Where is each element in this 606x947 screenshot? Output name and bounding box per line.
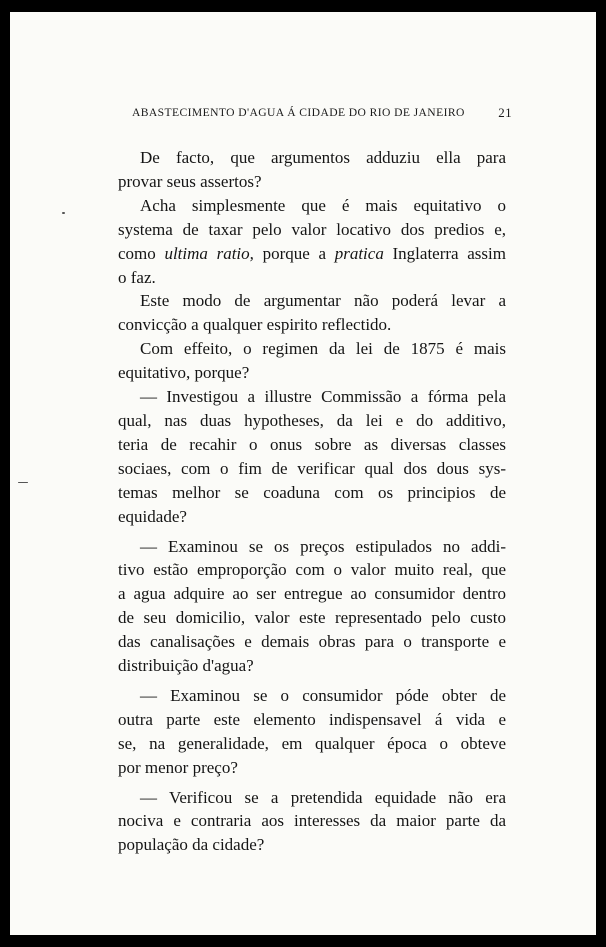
- text-line: — Examinou se o consumidor póde obter de: [140, 685, 506, 705]
- text-line: população da cidade?: [118, 835, 265, 855]
- text-line: nociva e contraria aos interesses da maior parte da: [118, 811, 506, 831]
- print-speck: [62, 212, 65, 214]
- text-line: das canalisações e demais obras para o transporte e: [118, 632, 506, 652]
- text-line: o faz.: [118, 267, 156, 287]
- text-line: sociaes, com o fim de verificar qual dos dous sys-: [118, 458, 506, 478]
- italic-run: ultima ratio,: [164, 243, 254, 263]
- text-line: [118, 242, 506, 266]
- text-line: — Verificou se a pretendida equidade não era: [140, 787, 506, 807]
- italic-run: pratica: [334, 243, 384, 263]
- text-line: se, na generalidade, em qualquer época o obteve: [118, 733, 506, 753]
- text-line: qual, nas duas hypotheses, da lei e do additivo,: [118, 410, 506, 430]
- text-line: equitativo, porque?: [118, 363, 250, 383]
- text-line: teria de recahir o onus sobre as diversas classes: [118, 434, 506, 454]
- text-run: porque a: [253, 243, 335, 263]
- print-speck: [18, 482, 28, 483]
- text-line: tivo estão emproporção com o valor muito real, que: [118, 560, 506, 580]
- text-line: outra parte este elemento indispensavel á vida e: [118, 709, 506, 729]
- page-number: 21: [498, 105, 512, 120]
- body-text: [118, 146, 506, 857]
- text-line: distribuição d'agua?: [118, 656, 254, 676]
- text-line: convicção a qualquer espirito reflectido.: [118, 315, 392, 335]
- text-line: systema de taxar pelo valor locativo dos predios e,: [118, 219, 506, 239]
- text-line: provar seus assertos?: [118, 171, 262, 191]
- running-title: ABASTECIMENTO D'AGUA Á CIDADE DO RIO DE JANEIRO: [132, 106, 465, 119]
- text-line: de seu domicilio, valor este representado pelo custo: [118, 608, 506, 628]
- text-line: — Investigou a illustre Commissão a fórma pela: [140, 387, 506, 407]
- text-line: equidade?: [118, 506, 187, 526]
- text-line: Este modo de argumentar não poderá levar a: [140, 291, 506, 311]
- text-line: temas melhor se coaduna com os principios de: [118, 482, 506, 502]
- text-line: — Examinou se os preços estipulados no addi-: [140, 536, 506, 556]
- text-line: De facto, que argumentos adduziu ella para: [140, 148, 506, 167]
- text-line: por menor preço?: [118, 757, 238, 777]
- running-header: [132, 106, 512, 119]
- text-line: Com effeito, o regimen da lei de 1875 é mais: [140, 339, 506, 359]
- text-run: como: [118, 243, 165, 263]
- text-line: a agua adquire ao ser entregue ao consumidor dentro: [118, 584, 506, 604]
- text-run: Inglaterra assim: [383, 243, 506, 263]
- text-line: Acha simplesmente que é mais equitativo o: [140, 195, 506, 215]
